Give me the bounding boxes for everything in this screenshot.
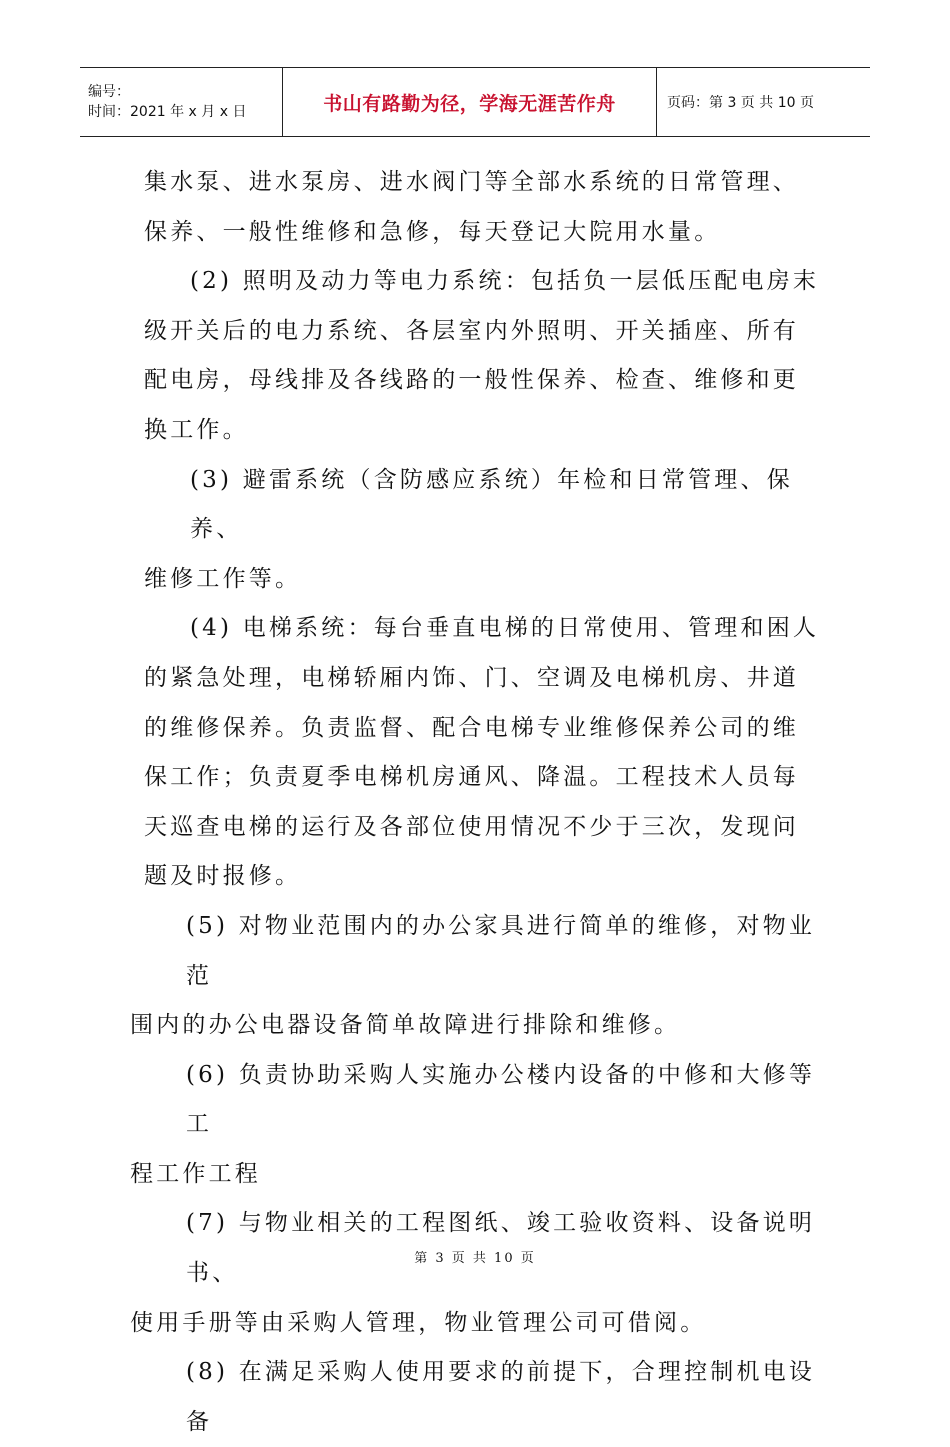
body-line: 程工作工程 [130, 1160, 261, 1187]
body-line: (4) 电梯系统：每台垂直电梯的日常使用、管理和困人 [190, 615, 820, 642]
body-line: 维修工作等。 [144, 565, 302, 592]
body-line: 的维修保养。负责监督、配合电梯专业维修保养公司的维 [144, 714, 799, 741]
header-page-info: 页码：第 3 页 共 10 页 [667, 95, 814, 111]
document-date-label: 时间：2021 年 x 月 x 日 [88, 104, 247, 120]
body-line: (8) 在满足采购人使用要求的前提下，合理控制机电设备 [186, 1359, 816, 1435]
body-line: (3) 避雷系统（含防感应系统）年检和日常管理、保养、 [190, 466, 793, 543]
body-line: 天巡查电梯的运行及各部位使用情况不少于三次，发现问 [144, 813, 799, 840]
page-footer: 第 3 页 共 10 页 [414, 1251, 536, 1266]
body-line: 使用手册等由采购人管理，物业管理公司可借阅。 [130, 1309, 707, 1336]
document-number-label: 编号： [88, 84, 130, 100]
body-line: 集水泵、进水泵房、进水阀门等全部水系统的日常管理、 [144, 169, 799, 195]
body-line: 的紧急处理，电梯轿厢内饰、门、空调及电梯机房、井道 [144, 664, 799, 691]
body-line: 级开关后的电力系统、各层室内外照明、开关插座、所有 [144, 317, 799, 344]
body-line: (6) 负责协助采购人实施办公楼内设备的中修和大修等工 [186, 1061, 816, 1138]
body-line: 配电房，母线排及各线路的一般性保养、检查、维修和更 [144, 367, 799, 394]
page-header [80, 67, 870, 137]
header-motto: 书山有路勤为径，学海无涯苦作舟 [283, 68, 657, 136]
body-line: 保工作；负责夏季电梯机房通风、降温。工程技术人员每 [144, 764, 799, 791]
body-line: 换工作。 [144, 416, 249, 443]
body-line: (5) 对物业范围内的办公家具进行简单的维修，对物业范 [186, 912, 816, 989]
body-line: (7) 与物业相关的工程图纸、竣工验收资料、设备说明书、 [186, 1210, 816, 1287]
body-line: 题及时报修。 [144, 863, 302, 890]
body-line: 保养、一般性维修和急修，每天登记大院用水量。 [144, 218, 721, 245]
body-line: 围内的办公电器设备简单故障进行排除和维修。 [130, 1012, 681, 1039]
header-meta [80, 68, 283, 136]
body-line: (2) 照明及动力等电力系统：包括负一层低压配电房末 [190, 268, 820, 295]
